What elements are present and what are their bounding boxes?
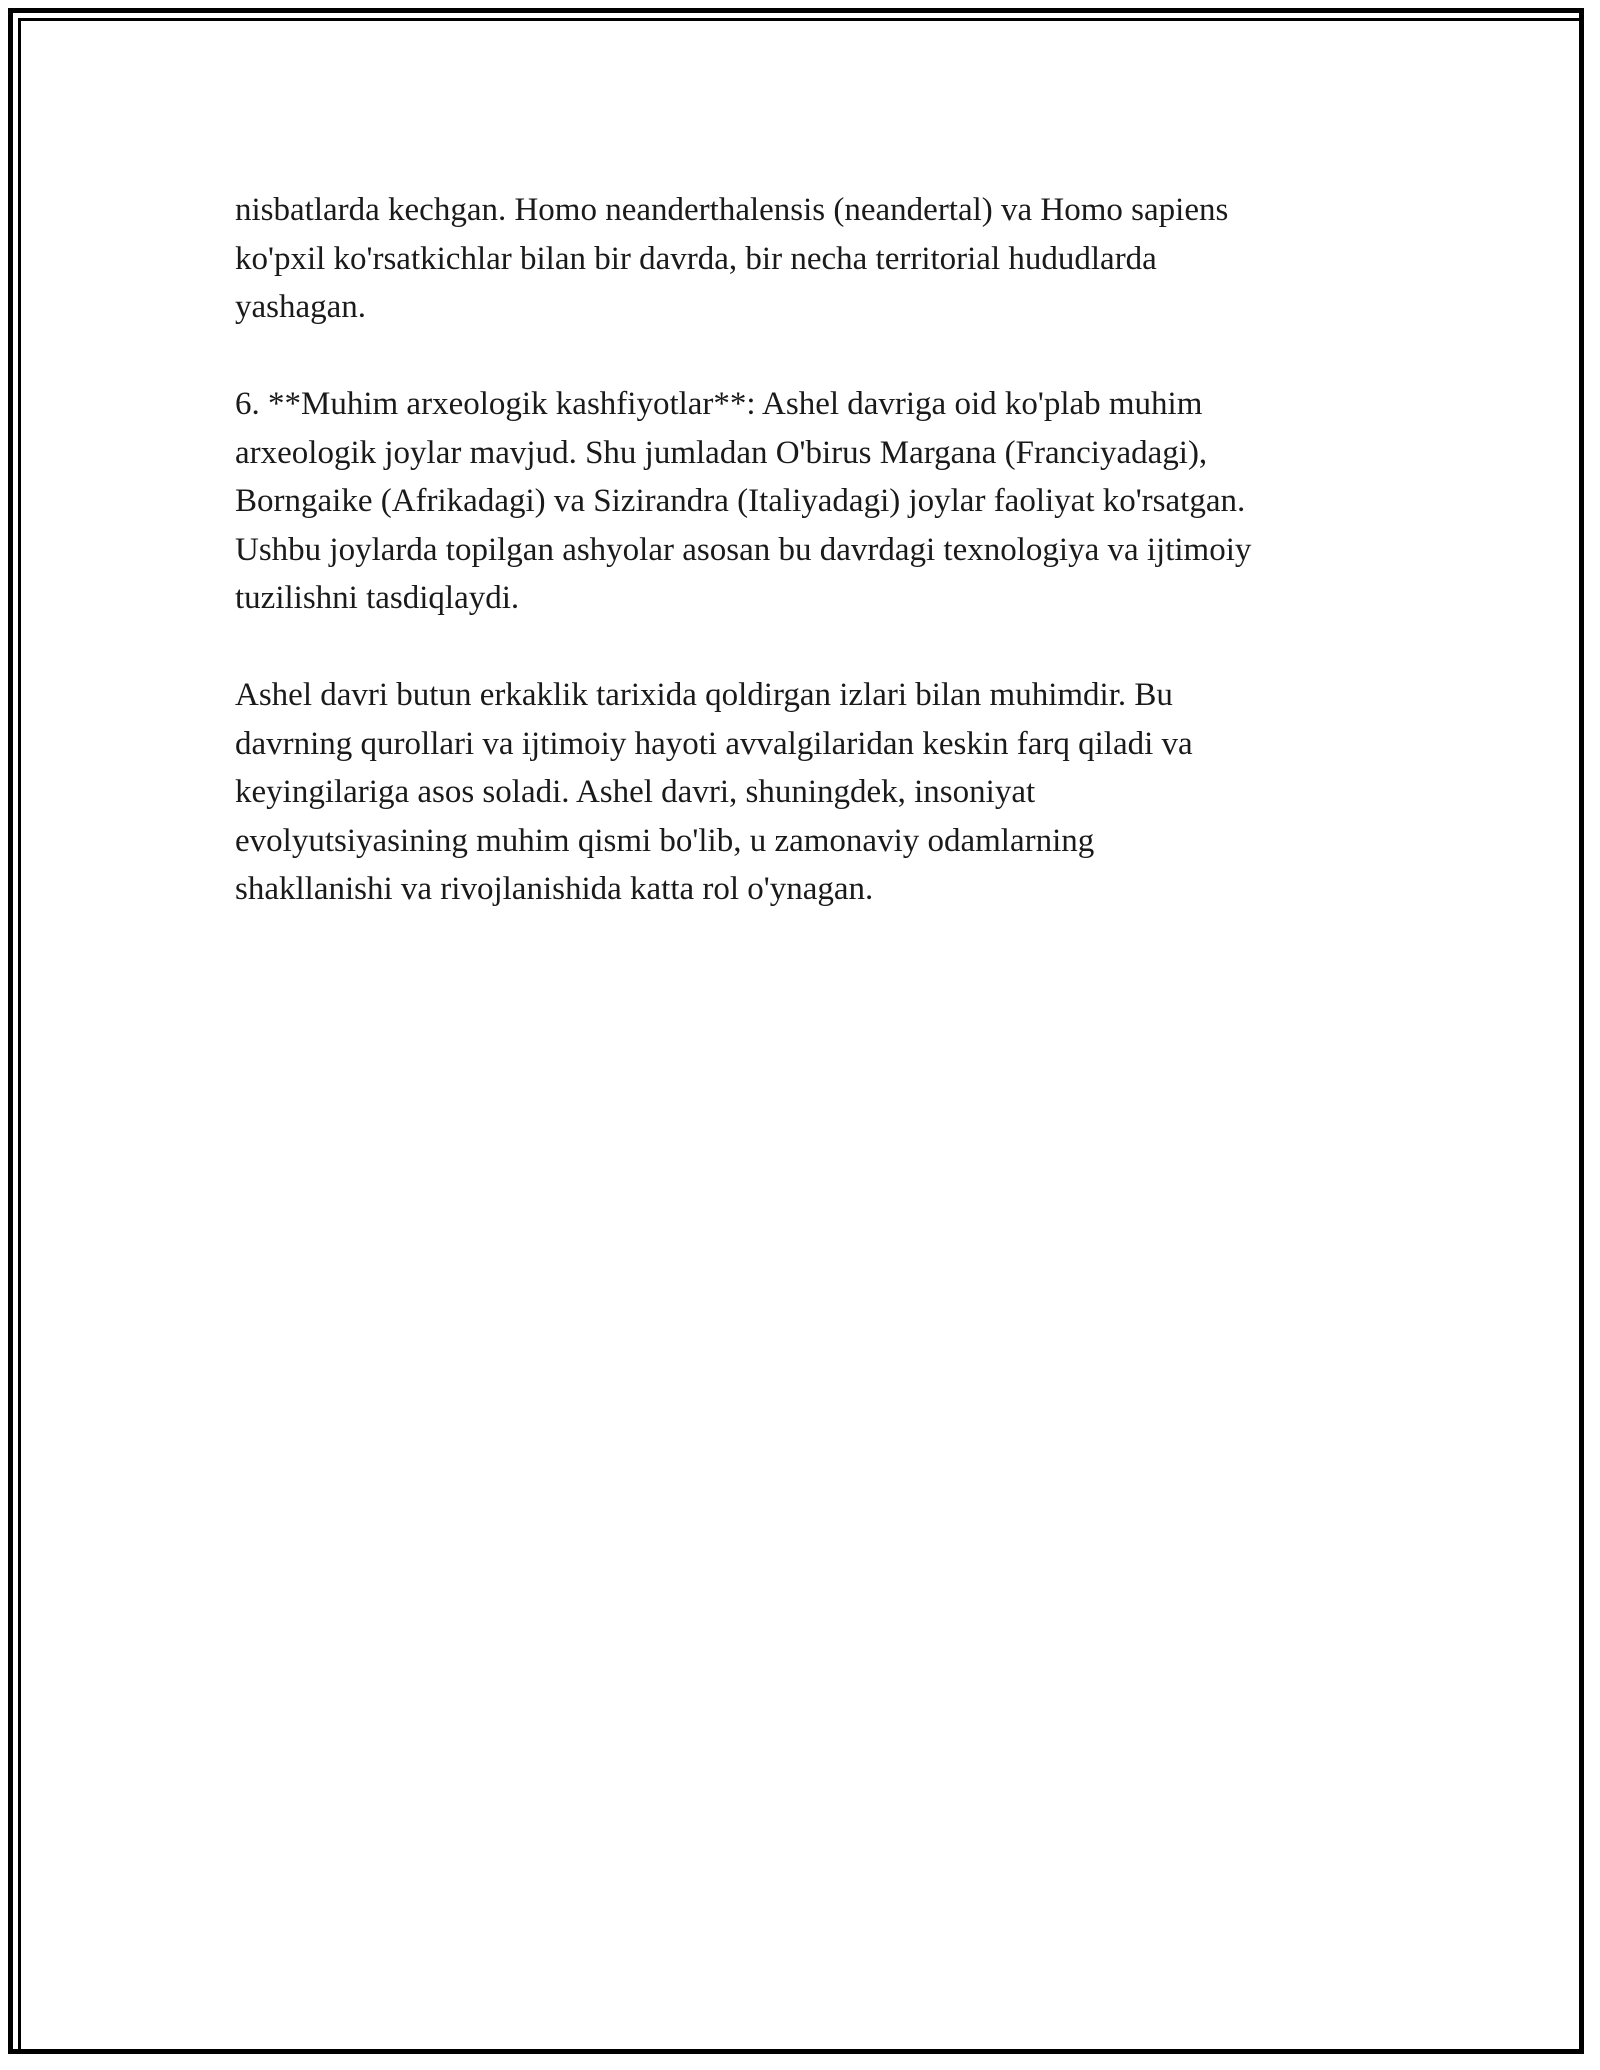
paragraph-homo-species: nisbatlarda kechgan. Homo neanderthalensis (neandertal) va Homo sapiens ko'pxil ko'rsatkichlar bilan bir davrda, bir necha territorial hududlarda yashagan. <box>235 192 1229 325</box>
document-body <box>235 186 1385 914</box>
paragraph-archaeological-discoveries: 6. **Muhim arxeologik kashfiyotlar**: Ashel davriga oid ko'plab muhim arxeologik joylar mavjud. Shu jumladan O'birus Margana (Franciyadagi), Borngaike (Afrikadagi) va Sizirandra (Italiyadagi) joylar faoliyat ko'rsatgan. Ushbu joylarda topilgan ashyolar asosan bu davrdagi texnologiya va ijtimoiy tuzilishni tasdiqlaydi. <box>235 386 1252 616</box>
paragraph-conclusion: Ashel davri butun erkaklik tarixida qoldirgan izlari bilan muhimdir. Bu davrning qurollari va ijtimoiy hayoti avvalgilaridan keskin farq qiladi va keyingilariga asos soladi. Ashel davri, shuningdek, insoniyat evolyutsiyasining muhim qismi bo'lib, u zamonaviy odamlarning shakllanishi va rivojlanishida katta rol o'ynagan. <box>235 677 1193 907</box>
